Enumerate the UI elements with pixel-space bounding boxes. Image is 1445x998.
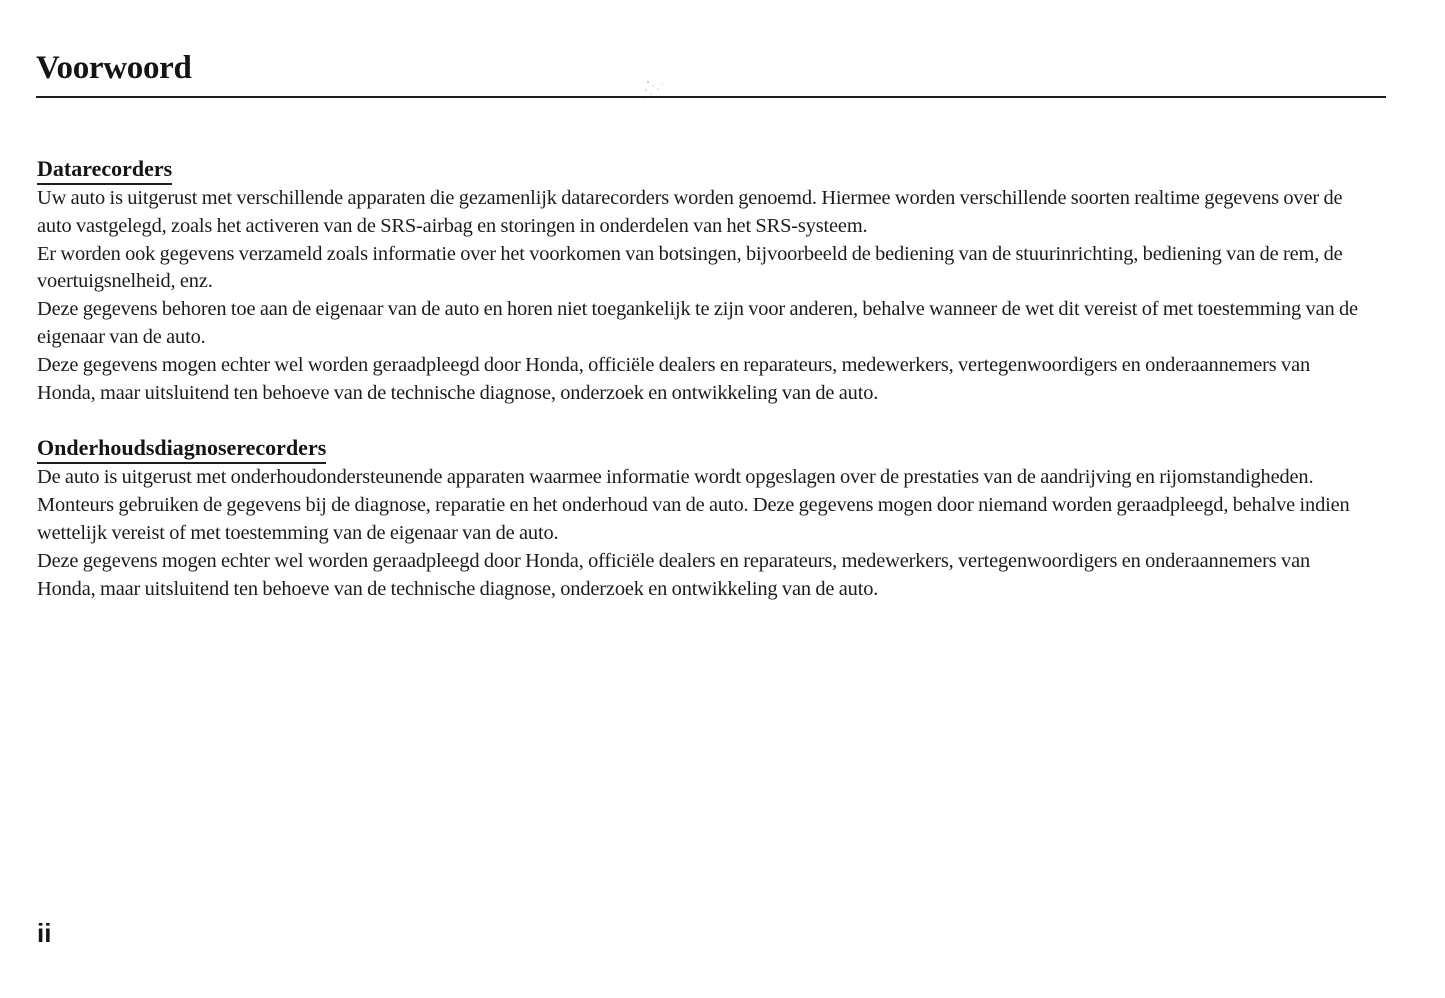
paragraph: Deze gegevens behoren toe aan de eigenaar van de auto en horen niet toegankelijk te zijn voor anderen, behalve wanneer de wet dit vereist of met toestemming van de eigenaar van de auto. [37,298,1358,348]
scan-speck-decoration [640,76,676,104]
paragraph: Deze gegevens mogen echter wel worden geraadpleegd door Honda, officiële dealers en reparateurs, medewerkers, vertegenwoordigers en onderaannemers van Honda, maar uitsluitend ten behoeve van de technische diagnose, onderzoek en ontwikkeling van de auto. [37,549,1311,600]
title-divider [36,96,1386,98]
section-onderhoudsdiagnoserecorders [37,434,1367,603]
page-title: Voorwoord [36,50,192,86]
paragraph: Er worden ook gegevens verzameld zoals informatie over het voorkomen van botsingen, bijvoorbeeld de bediening van de stuurinrichting, bediening van de rem, de voertuigsnelheid, enz. [37,242,1343,293]
paragraph: Deze gegevens mogen echter wel worden geraadpleegd door Honda, officiële dealers en reparateurs, medewerkers, vertegenwoordigers en onderaannemers van Honda, maar uitsluitend ten behoeve van de technische diagnose, onderzoek en ontwikkeling van de auto. [37,353,1311,404]
paragraph: Uw auto is uitgerust met verschillende apparaten die gezamenlijk datarecorders worden genoemd. Hiermee worden verschillende soorten realtime gegevens over de auto vastgelegd, zoals het activeren van de SRS-airbag en storingen in onderdelen van het SRS-systeem. [37,187,1343,237]
document-body [37,155,1367,630]
section-heading: Onderhoudsdiagnoserecorders [37,434,326,464]
page-number: ii [37,918,52,948]
paragraph: De auto is uitgerust met onderhoudondersteunende apparaten waarmee informatie wordt opgeslagen over de prestaties van de aandrijving en rijomstandigheden. Monteurs gebruiken de gegevens bij de diagnose, reparatie en het onderhoud van de auto. Deze gegevens mogen door niemand worden geraadpleegd, behalve indien wettelijk vereist of met toestemming van de eigenaar van de auto. [37,466,1350,544]
section-datarecorders [37,155,1367,407]
section-heading: Datarecorders [37,155,172,185]
